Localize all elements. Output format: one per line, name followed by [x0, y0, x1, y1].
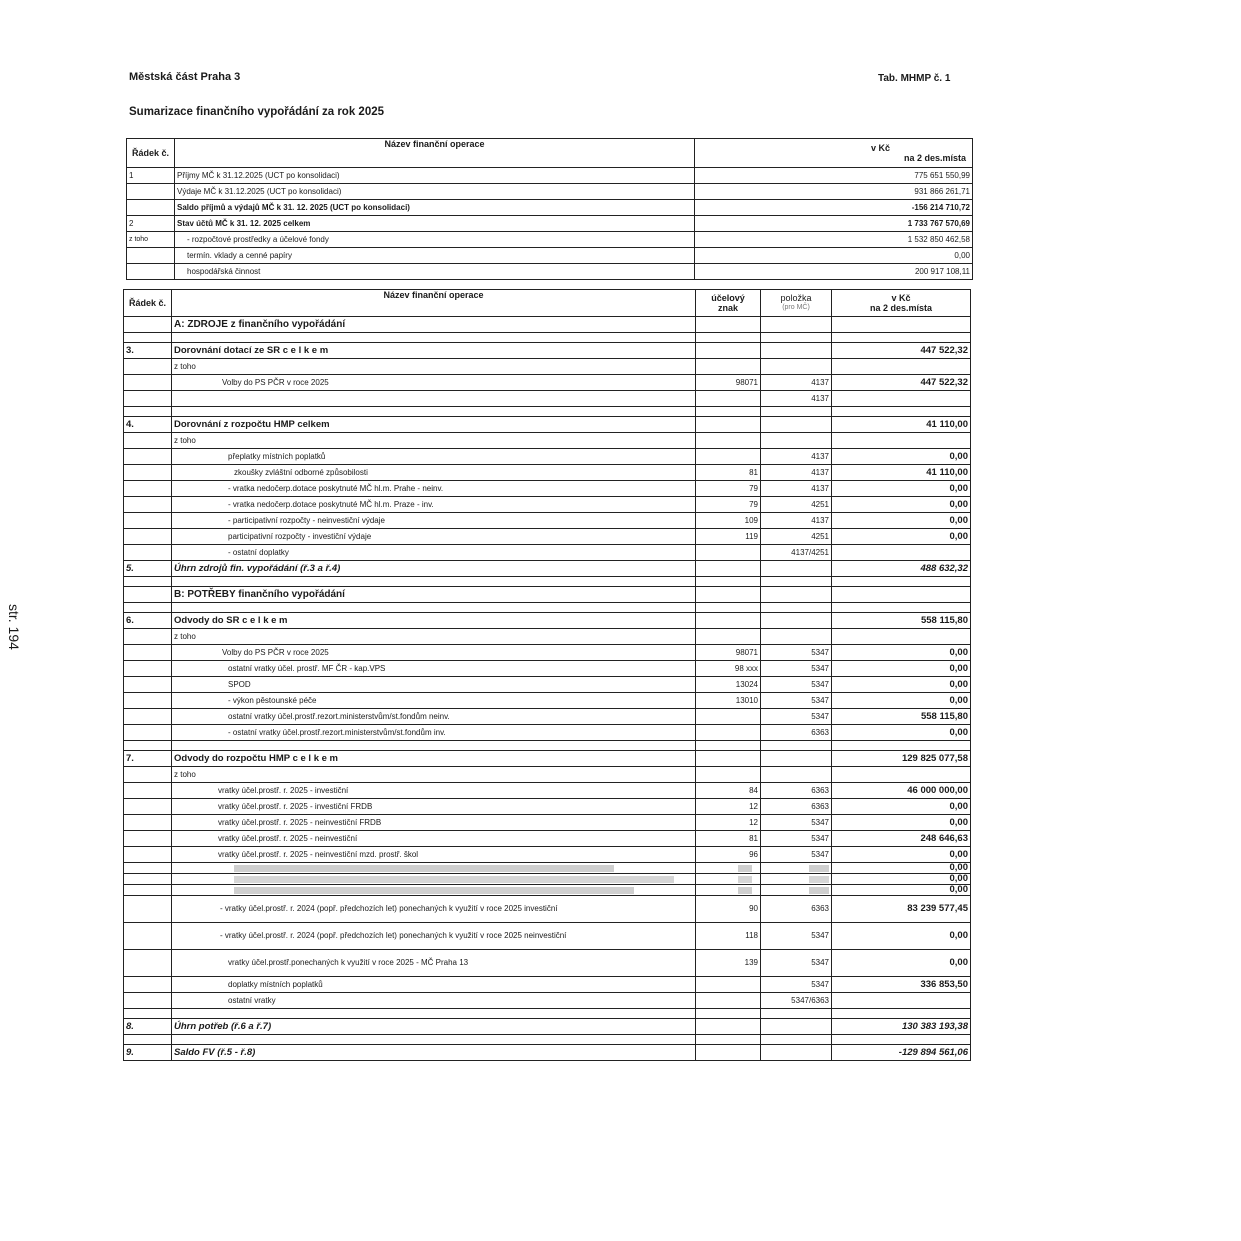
purpose-code	[696, 977, 761, 993]
value: 0,00	[832, 874, 971, 885]
value: 46 000 000,00	[832, 783, 971, 799]
operation-name: - ostatní doplatky	[172, 545, 696, 561]
table-row	[124, 709, 971, 725]
item-code: 5347	[761, 709, 832, 725]
operation-name: vratky účel.prostř. r. 2025 - neinvestiční mzd. prostř. škol	[172, 847, 696, 863]
value: 336 853,50	[832, 977, 971, 993]
row-number	[127, 200, 175, 216]
item-code: 5347	[761, 847, 832, 863]
table-row	[124, 847, 971, 863]
item-code: 4137	[761, 449, 832, 465]
value: 0,00	[832, 449, 971, 465]
table-row	[124, 465, 971, 481]
purpose-code: 119	[696, 529, 761, 545]
purpose-code: 118	[696, 923, 761, 950]
value: 0,00	[832, 863, 971, 874]
operation-name: - vratky účel.prostř. r. 2024 (popř. předchozích let) ponechaných k využití v roce 2025 neinvestiční	[172, 923, 696, 950]
table-row	[127, 168, 973, 184]
operation-name: vratky účel.prostř. r. 2025 - investiční	[172, 783, 696, 799]
item-code: 5347	[761, 661, 832, 677]
row-number: 5.	[124, 561, 172, 577]
table-row	[127, 216, 973, 232]
operation-name: ostatní vratky účel.prostř.rezort.ministerstvům/st.fondům neinv.	[172, 709, 696, 725]
value: 488 632,32	[832, 561, 971, 577]
value: 0,00	[832, 725, 971, 741]
item-code: 4251	[761, 529, 832, 545]
row-number: 2	[127, 216, 175, 232]
item-code: 4137	[761, 375, 832, 391]
header-value-line1: v Kč	[870, 143, 890, 153]
item-code: 4137	[761, 513, 832, 529]
table-row	[124, 497, 971, 513]
table-row	[124, 359, 971, 375]
purpose-code: 98071	[696, 645, 761, 661]
value: 1 733 767 570,69	[695, 216, 973, 232]
value: 41 110,00	[832, 417, 971, 433]
operation-name: Úhrn potřeb (ř.6 a ř.7)	[172, 1019, 696, 1035]
z-toho-label: z toho	[172, 767, 696, 783]
value: -129 894 561,06	[832, 1045, 971, 1061]
value	[832, 545, 971, 561]
value: 0,00	[832, 497, 971, 513]
operation-name: vratky účel.prostř. r. 2025 - neinvestiční FRDB	[172, 815, 696, 831]
value: 0,00	[832, 923, 971, 950]
item-code: 4137	[761, 391, 832, 407]
redacted-text	[172, 885, 696, 896]
operation-name: - vratka nedočerp.dotace poskytnuté MČ hl.m. Prahe - neinv.	[172, 481, 696, 497]
operation-name: - výkon pěstounské péče	[172, 693, 696, 709]
value: 775 651 550,99	[695, 168, 973, 184]
operation-name: zkoušky zvláštní odborné způsobilosti	[172, 465, 696, 481]
table-row	[124, 751, 971, 767]
header-item-line2: (pro MČ)	[782, 304, 810, 311]
value: 0,00	[832, 513, 971, 529]
value: 0,00	[695, 248, 973, 264]
purpose-code: 84	[696, 783, 761, 799]
redacted-text	[172, 863, 696, 874]
table-row	[124, 449, 971, 465]
value: 0,00	[832, 529, 971, 545]
operation-name: SPOD	[172, 677, 696, 693]
purpose-code: 98 xxx	[696, 661, 761, 677]
value: 447 522,32	[832, 343, 971, 359]
header-item	[761, 290, 832, 317]
section-b-title: B: POTŘEBY finančního vypořádání	[172, 587, 696, 603]
purpose-code	[696, 545, 761, 561]
table-row	[127, 200, 973, 216]
item-code: 5347	[761, 693, 832, 709]
operation-name: Odvody do SR c e l k e m	[172, 613, 696, 629]
operation-name: ostatní vratky	[172, 993, 696, 1009]
table-row	[124, 417, 971, 433]
table-row	[127, 184, 973, 200]
operation-name: Příjmy MČ k 31.12.2025 (UCT po konsolidaci)	[175, 168, 695, 184]
purpose-code	[696, 449, 761, 465]
operation-name: participativní rozpočty - investiční výdaje	[172, 529, 696, 545]
item-code: 5347	[761, 923, 832, 950]
purpose-code: 79	[696, 497, 761, 513]
operation-name: hospodářská činnost	[175, 264, 695, 280]
purpose-code: 79	[696, 481, 761, 497]
row-number	[127, 248, 175, 264]
value: 0,00	[832, 661, 971, 677]
value: 558 115,80	[832, 709, 971, 725]
row-number: 4.	[124, 417, 172, 433]
row-number: 8.	[124, 1019, 172, 1035]
item-code: 5347	[761, 831, 832, 847]
balance-row	[124, 1045, 971, 1061]
table-row	[127, 248, 973, 264]
table-reference: Tab. MHMP č. 1	[878, 73, 951, 84]
purpose-code: 13024	[696, 677, 761, 693]
operation-name: - participativní rozpočty - neinvestiční výdaje	[172, 513, 696, 529]
header-value	[832, 290, 971, 317]
header-purpose-line2: znak	[717, 303, 738, 313]
table-row	[124, 629, 971, 645]
header-value	[695, 139, 973, 168]
operation-name: Saldo FV (ř.5 - ř.8)	[172, 1045, 696, 1061]
row-number: 6.	[124, 613, 172, 629]
value: 130 383 193,38	[832, 1019, 971, 1035]
value: 200 917 108,11	[695, 264, 973, 280]
table-row	[124, 513, 971, 529]
item-code: 5347	[761, 977, 832, 993]
operation-name: vratky účel.prostř.ponechaných k využití v roce 2025 - MČ Praha 13	[172, 950, 696, 977]
item-code: 5347	[761, 645, 832, 661]
header-purpose-code	[696, 290, 761, 317]
table-row	[124, 545, 971, 561]
table-row	[124, 977, 971, 993]
table-row	[124, 831, 971, 847]
table-row	[124, 799, 971, 815]
purpose-code: 96	[696, 847, 761, 863]
table-row	[124, 885, 971, 896]
operation-name: Dorovnání z rozpočtu HMP celkem	[172, 417, 696, 433]
operation-name: přeplatky místních poplatků	[172, 449, 696, 465]
value: 931 866 261,71	[695, 184, 973, 200]
header-operation-name: Název finanční operace	[175, 139, 695, 168]
value: -156 214 710,72	[695, 200, 973, 216]
purpose-code	[696, 725, 761, 741]
header-row-number: Řádek č.	[127, 139, 175, 168]
total-row	[124, 561, 971, 577]
item-code: 4137	[761, 465, 832, 481]
item-code: 5347	[761, 677, 832, 693]
purpose-code: 81	[696, 831, 761, 847]
item-code: 5347	[761, 815, 832, 831]
item-code: 6363	[761, 896, 832, 923]
value	[832, 993, 971, 1009]
row-number: 3.	[124, 343, 172, 359]
table-row	[124, 677, 971, 693]
header-value-line2: na 2 des.místa	[903, 153, 966, 163]
table-row	[124, 375, 971, 391]
table-row	[124, 725, 971, 741]
operation-name: vratky účel.prostř. r. 2025 - investiční FRDB	[172, 799, 696, 815]
section-row	[124, 317, 971, 333]
summary-table	[126, 138, 973, 280]
total-row	[124, 1019, 971, 1035]
operation-name: Stav účtů MČ k 31. 12. 2025 celkem	[175, 216, 695, 232]
value: 129 825 077,58	[832, 751, 971, 767]
redacted-text	[172, 874, 696, 885]
table-row	[124, 529, 971, 545]
settlement-table	[123, 289, 971, 1061]
table-row	[124, 874, 971, 885]
purpose-code: 98071	[696, 375, 761, 391]
section-row	[124, 587, 971, 603]
operation-name: termín. vklady a cenné papíry	[175, 248, 695, 264]
table-row	[124, 391, 971, 407]
header-value-line1: v Kč	[891, 293, 911, 303]
table-row	[124, 481, 971, 497]
value: 41 110,00	[832, 465, 971, 481]
item-code: 4137/4251	[761, 545, 832, 561]
table-row	[124, 783, 971, 799]
value: 0,00	[832, 799, 971, 815]
purpose-code: 12	[696, 815, 761, 831]
operation-name: Úhrn zdrojů fin. vypořádání (ř.3 a ř.4)	[172, 561, 696, 577]
purpose-code: 81	[696, 465, 761, 481]
table-row	[124, 645, 971, 661]
purpose-code: 90	[696, 896, 761, 923]
value: 83 239 577,45	[832, 896, 971, 923]
table-row	[124, 661, 971, 677]
z-toho-label: z toho	[172, 359, 696, 375]
value: 558 115,80	[832, 613, 971, 629]
operation-name: Dorovnání dotací ze SR c e l k e m	[172, 343, 696, 359]
item-code: 5347	[761, 950, 832, 977]
z-toho-label: z toho	[172, 433, 696, 449]
value: 0,00	[832, 950, 971, 977]
row-number: 1	[127, 168, 175, 184]
value: 248 646,63	[832, 831, 971, 847]
operation-name: vratky účel.prostř. r. 2025 - neinvestiční	[172, 831, 696, 847]
table-row	[124, 613, 971, 629]
section-a-title: A: ZDROJE z finančního vypořádání	[172, 317, 696, 333]
operation-name: - vratky účel.prostř. r. 2024 (popř. předchozích let) ponechaných k využití v roce 2025 investiční	[172, 896, 696, 923]
table-row	[124, 815, 971, 831]
z-toho-label: z toho	[172, 629, 696, 645]
row-number: 7.	[124, 751, 172, 767]
row-number	[127, 184, 175, 200]
item-code: 6363	[761, 783, 832, 799]
item-code: 4137	[761, 481, 832, 497]
table-row	[124, 950, 971, 977]
purpose-code	[696, 993, 761, 1009]
item-code: 6363	[761, 799, 832, 815]
value: 0,00	[832, 847, 971, 863]
value: 0,00	[832, 693, 971, 709]
value: 0,00	[832, 481, 971, 497]
row-number	[127, 264, 175, 280]
operation-name: Saldo příjmů a výdajů MČ k 31. 12. 2025 (UCT po konsolidaci)	[175, 200, 695, 216]
operation-name: Výdaje MČ k 31.12.2025 (UCT po konsolidaci)	[175, 184, 695, 200]
item-code: 5347/6363	[761, 993, 832, 1009]
table-row	[127, 264, 973, 280]
row-number: z toho	[127, 232, 175, 248]
document-subtitle: Sumarizace finančního vypořádání za rok 2025	[129, 106, 385, 118]
operation-name: Volby do PS PČR v roce 2025	[172, 645, 696, 661]
operation-name: - vratka nedočerp.dotace poskytnuté MČ hl.m. Praze - inv.	[172, 497, 696, 513]
purpose-code: 12	[696, 799, 761, 815]
header-purpose-line1: účelový	[711, 293, 745, 303]
row-number: 9.	[124, 1045, 172, 1061]
purpose-code: 13010	[696, 693, 761, 709]
table-row	[124, 896, 971, 923]
value: 0,00	[832, 815, 971, 831]
header-value-line2: na 2 des.místa	[869, 303, 933, 313]
operation-name: Volby do PS PČR v roce 2025	[172, 375, 696, 391]
municipality-title: Městská část Praha 3	[129, 71, 241, 83]
value: 1 532 850 462,58	[695, 232, 973, 248]
table-row	[127, 232, 973, 248]
header-operation-name: Název finanční operace	[172, 290, 696, 317]
operation-name: Odvody do rozpočtu HMP c e l k e m	[172, 751, 696, 767]
header-item-line1: položka	[780, 293, 812, 303]
purpose-code: 139	[696, 950, 761, 977]
value: 0,00	[832, 645, 971, 661]
table-row	[124, 863, 971, 874]
operation-name: ostatní vratky účel. prostř. MF ČR - kap.VPS	[172, 661, 696, 677]
table-row	[124, 433, 971, 449]
purpose-code: 109	[696, 513, 761, 529]
table-row	[124, 693, 971, 709]
header-row-number: Řádek č.	[124, 290, 172, 317]
value: 0,00	[832, 677, 971, 693]
table-row	[124, 343, 971, 359]
operation-name: - ostatní vratky účel.prostř.rezort.ministerstvům/st.fondům inv.	[172, 725, 696, 741]
purpose-code	[696, 709, 761, 725]
table-row	[124, 923, 971, 950]
value: 447 522,32	[832, 375, 971, 391]
operation-name: doplatky místních poplatků	[172, 977, 696, 993]
table-row	[124, 767, 971, 783]
page-number: str. 194	[6, 604, 22, 650]
item-code: 4251	[761, 497, 832, 513]
value: 0,00	[832, 885, 971, 896]
table-row	[124, 993, 971, 1009]
operation-name: - rozpočtové prostředky a účelové fondy	[175, 232, 695, 248]
item-code: 6363	[761, 725, 832, 741]
